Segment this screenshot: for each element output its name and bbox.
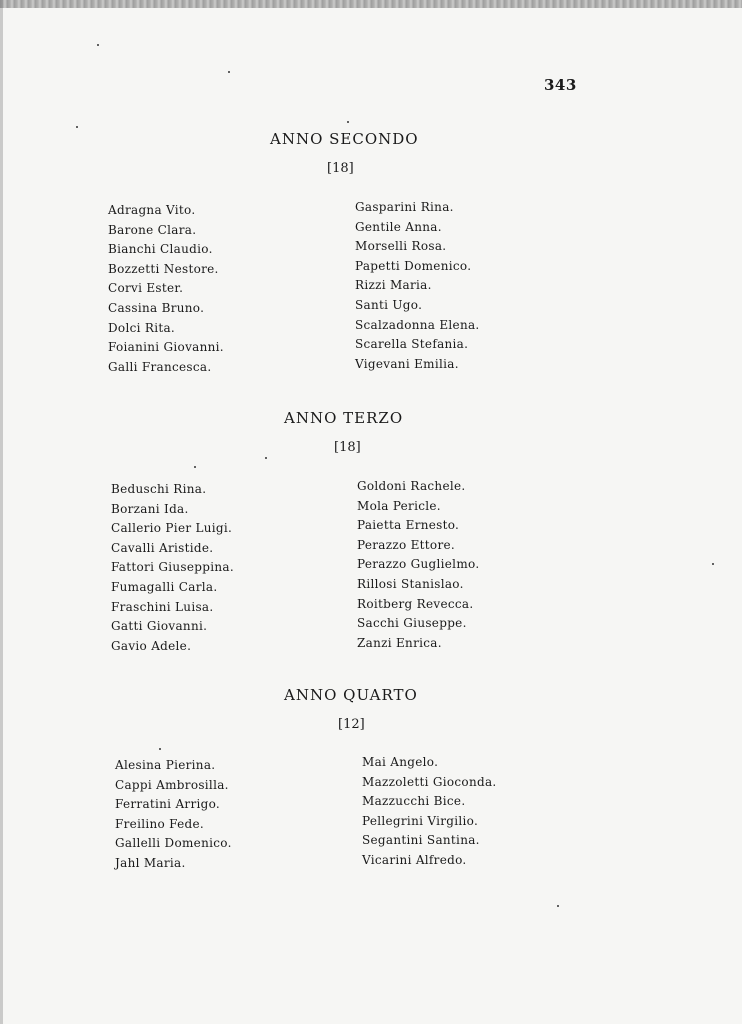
list-item: Mai Angelo. [362, 755, 439, 769]
list-item: Gallelli Domenico. [115, 836, 232, 851]
scan-top-edge [0, 0, 742, 8]
section-title: ANNO SECONDO [270, 130, 419, 148]
list-item: Papetti Domenico. [355, 258, 472, 273]
scan-speck [265, 457, 267, 459]
section-count: [18] [334, 440, 361, 455]
scan-left-edge [0, 0, 3, 1024]
list-item: Alesina Pierina. [115, 758, 216, 772]
section-count: [18] [327, 161, 354, 176]
right-name-column [355, 198, 480, 374]
list-item: Scalzadonna Elena. [355, 317, 480, 332]
list-item: Paietta Ernesto. [357, 518, 460, 533]
section-title: ANNO TERZO [284, 409, 404, 427]
list-item: Goldoni Rachele. [357, 479, 466, 493]
scan-speck [557, 905, 559, 907]
list-item: Roitberg Revecca. [357, 596, 474, 611]
list-item: Foianini Giovanni. [108, 340, 224, 355]
list-item: Pellegrini Virgilio. [362, 813, 479, 828]
list-item: Adragna Vito. [108, 203, 196, 217]
right-name-column [362, 753, 497, 871]
list-item: Freilino Fede. [115, 816, 205, 831]
list-item: Corvi Ester. [108, 281, 184, 296]
scan-speck [76, 126, 78, 128]
scan-speck [194, 466, 196, 468]
list-item: Jahl Maria. [115, 855, 186, 870]
list-item: Fumagalli Carla. [111, 579, 218, 594]
list-item: Perazzo Ettore. [357, 537, 455, 552]
list-item: Barone Clara. [108, 222, 197, 237]
list-item: Sacchi Giuseppe. [357, 616, 467, 631]
list-item: Perazzo Guglielmo. [357, 557, 480, 572]
list-item: Santi Ugo. [355, 297, 423, 312]
list-item: Bianchi Claudio. [108, 242, 213, 257]
list-item: Beduschi Rina. [111, 482, 207, 496]
scan-speck [712, 563, 714, 565]
section-title: ANNO QUARTO [284, 686, 418, 704]
scan-speck [159, 748, 161, 750]
list-item: Mola Pericle. [357, 498, 441, 513]
list-item: Dolci Rita. [108, 320, 176, 335]
list-item: Mazzucchi Bice. [362, 794, 466, 809]
list-item: Scarella Stefania. [355, 337, 469, 352]
list-item: Zanzi Enrica. [357, 635, 442, 650]
list-item: Galli Francesca. [108, 359, 212, 374]
list-item: Fraschini Luisa. [111, 599, 214, 614]
list-item: Segantini Santina. [362, 833, 480, 848]
list-item: Morselli Rosa. [355, 239, 447, 254]
left-name-column [108, 201, 224, 377]
section-count: [12] [338, 717, 365, 732]
list-item: Cappi Ambrosilla. [115, 777, 229, 792]
left-name-column [115, 756, 232, 874]
left-name-column [111, 480, 234, 656]
list-item: Cassina Bruno. [108, 300, 205, 315]
right-name-column [357, 477, 479, 653]
list-item: Rillosi Stanislao. [357, 576, 464, 591]
list-item: Gatti Giovanni. [111, 619, 208, 634]
scan-speck [228, 71, 230, 73]
list-item: Vicarini Alfredo. [362, 852, 467, 867]
page-number: 343 [544, 76, 577, 94]
list-item: Cavalli Aristide. [111, 540, 214, 555]
scan-speck [347, 121, 349, 123]
list-item: Mazzoletti Gioconda. [362, 774, 497, 789]
scan-speck [97, 44, 99, 46]
list-item: Callerio Pier Luigi. [111, 521, 233, 536]
list-item: Ferratini Arrigo. [115, 797, 221, 812]
list-item: Gentile Anna. [355, 219, 442, 234]
list-item: Fattori Giuseppina. [111, 560, 234, 575]
list-item: Vigevani Emilia. [355, 356, 459, 371]
list-item: Rizzi Maria. [355, 278, 432, 293]
list-item: Gavio Adele. [111, 638, 192, 653]
list-item: Gasparini Rina. [355, 200, 454, 214]
list-item: Borzani Ida. [111, 501, 189, 516]
list-item: Bozzetti Nestore. [108, 261, 219, 276]
